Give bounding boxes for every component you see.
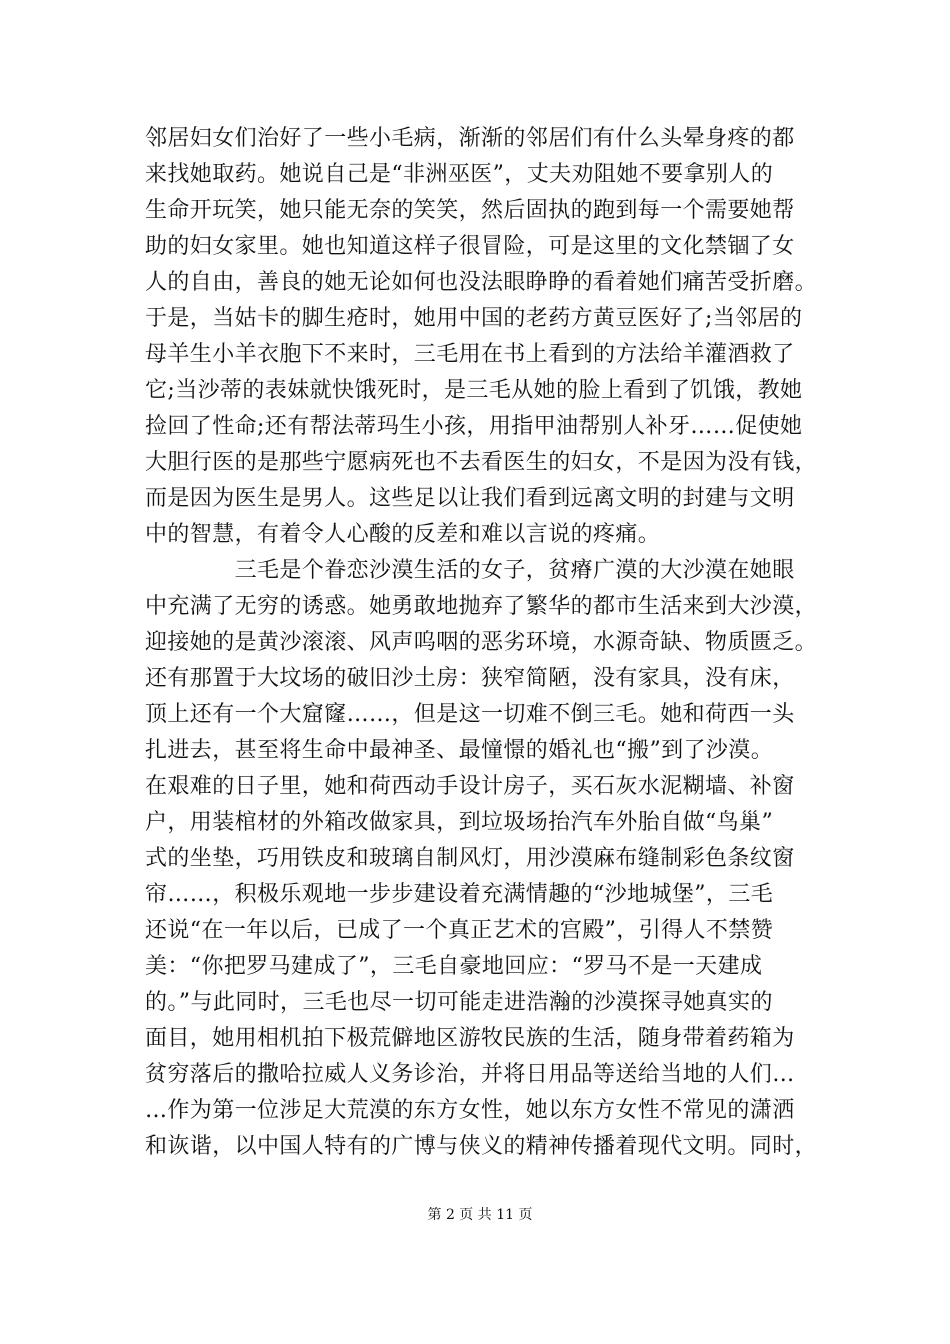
paragraph-line: 美：“你把罗马建成了”，三毛自豪地回应：“罗马不是一天建成: [145, 954, 763, 979]
paragraph-line: 它;当沙蒂的表妹就快饿死时，是三毛从她的脸上看到了饥饿，教她: [145, 378, 803, 403]
paragraph-line: 中的智慧，有着令人心酸的反差和难以言说的疼痛。: [145, 522, 661, 547]
paragraph-line: 在艰难的日子里，她和荷西动手设计房子，买石灰水泥糊墙、补窗: [145, 774, 795, 799]
paragraph-line: 迎接她的是黄沙滚滚、风声呜咽的恶劣环境，水源奇缺、物质匮乏。: [145, 630, 818, 655]
paragraph-line: 捡回了性命;还有帮法蒂玛生小孩，用指甲油帮别人补牙……促使她: [145, 414, 803, 439]
paragraph-line: 扎进去，甚至将生命中最神圣、最憧憬的婚礼也“搬”到了沙漠。: [145, 738, 774, 763]
paragraph-line: 大胆行医的是那些宁愿病死也不去看医生的妇女，不是因为没有钱，: [145, 450, 818, 475]
page-number-footer: 第 2 页 共 11 页: [427, 1207, 533, 1223]
paragraph-line: 人的自由，善良的她无论如何也没法眼睁睁的看着她们痛苦受折磨。: [145, 270, 818, 295]
paragraph-line: 而是因为医生是男人。这些足以让我们看到远离文明的封建与文明: [145, 486, 795, 511]
paragraph-line: 还说“在一年以后，已成了一个真正艺术的宫殿”，引得人不禁赞: [145, 918, 774, 943]
paragraph-line: 来找她取药。她说自己是“非洲巫医”，丈夫劝阻她不要拿别人的: [145, 162, 774, 187]
paragraph-line: 邻居妇女们治好了一些小毛病，渐渐的邻居们有什么头晕身疼的都: [145, 126, 795, 151]
paragraph-line: 式的坐垫，巧用铁皮和玻璃自制风灯，用沙漠麻布缝制彩色条纹窗: [145, 846, 795, 871]
paragraph-line: 顶上还有一个大窟窿……，但是这一切难不倒三毛。她和荷西一头: [145, 702, 795, 727]
paragraph-line: 还有那置于大坟场的破旧沙土房：狭窄简陋，没有家具，没有床，: [145, 666, 795, 691]
paragraph-line: 面目，她用相机拍下极荒僻地区游牧民族的生活，随身带着药箱为: [145, 1026, 795, 1051]
paragraph-line: 母羊生小羊衣胞下不来时，三毛用在书上看到的方法给羊灌酒救了: [145, 342, 795, 367]
paragraph-line: 中充满了无穷的诱惑。她勇敢地抛弃了繁华的都市生活来到大沙漠，: [145, 594, 818, 619]
paragraph-line: 于是，当姑卡的脚生疮时，她用中国的老药方黄豆医好了;当邻居的: [145, 306, 803, 331]
paragraph-line: 生命开玩笑，她只能无奈的笑笑，然后固执的跑到每一个需要她帮: [145, 198, 795, 223]
paragraph-line: 和诙谐，以中国人特有的广博与侠义的精神传播着现代文明。同时，: [145, 1134, 818, 1159]
paragraph-line: 助的妇女家里。她也知道这样子很冒险，可是这里的文化禁锢了女: [145, 234, 795, 259]
paragraph-line: 三毛是个眷恋沙漠生活的女子，贫瘠广漠的大沙漠在她眼: [145, 558, 795, 583]
paragraph-line: 的。”与此同时，三毛也尽一切可能走进浩瀚的沙漠探寻她真实的: [145, 990, 773, 1015]
paragraph-line: 户，用装棺材的外箱改做家具，到垃圾场抬汽车外胎自做“鸟巢”: [145, 810, 774, 835]
paragraph-line: …作为第一位涉足大荒漠的东方女性，她以东方女性不常见的潇洒: [145, 1098, 795, 1123]
paragraph-line: 帘……，积极乐观地一步步建设着充满情趣的“沙地城堡”，三毛: [145, 882, 774, 907]
paragraph-line: 贫穷落后的撒哈拉威人义务诊治，并将日用品等送给当地的人们…: [145, 1062, 795, 1087]
